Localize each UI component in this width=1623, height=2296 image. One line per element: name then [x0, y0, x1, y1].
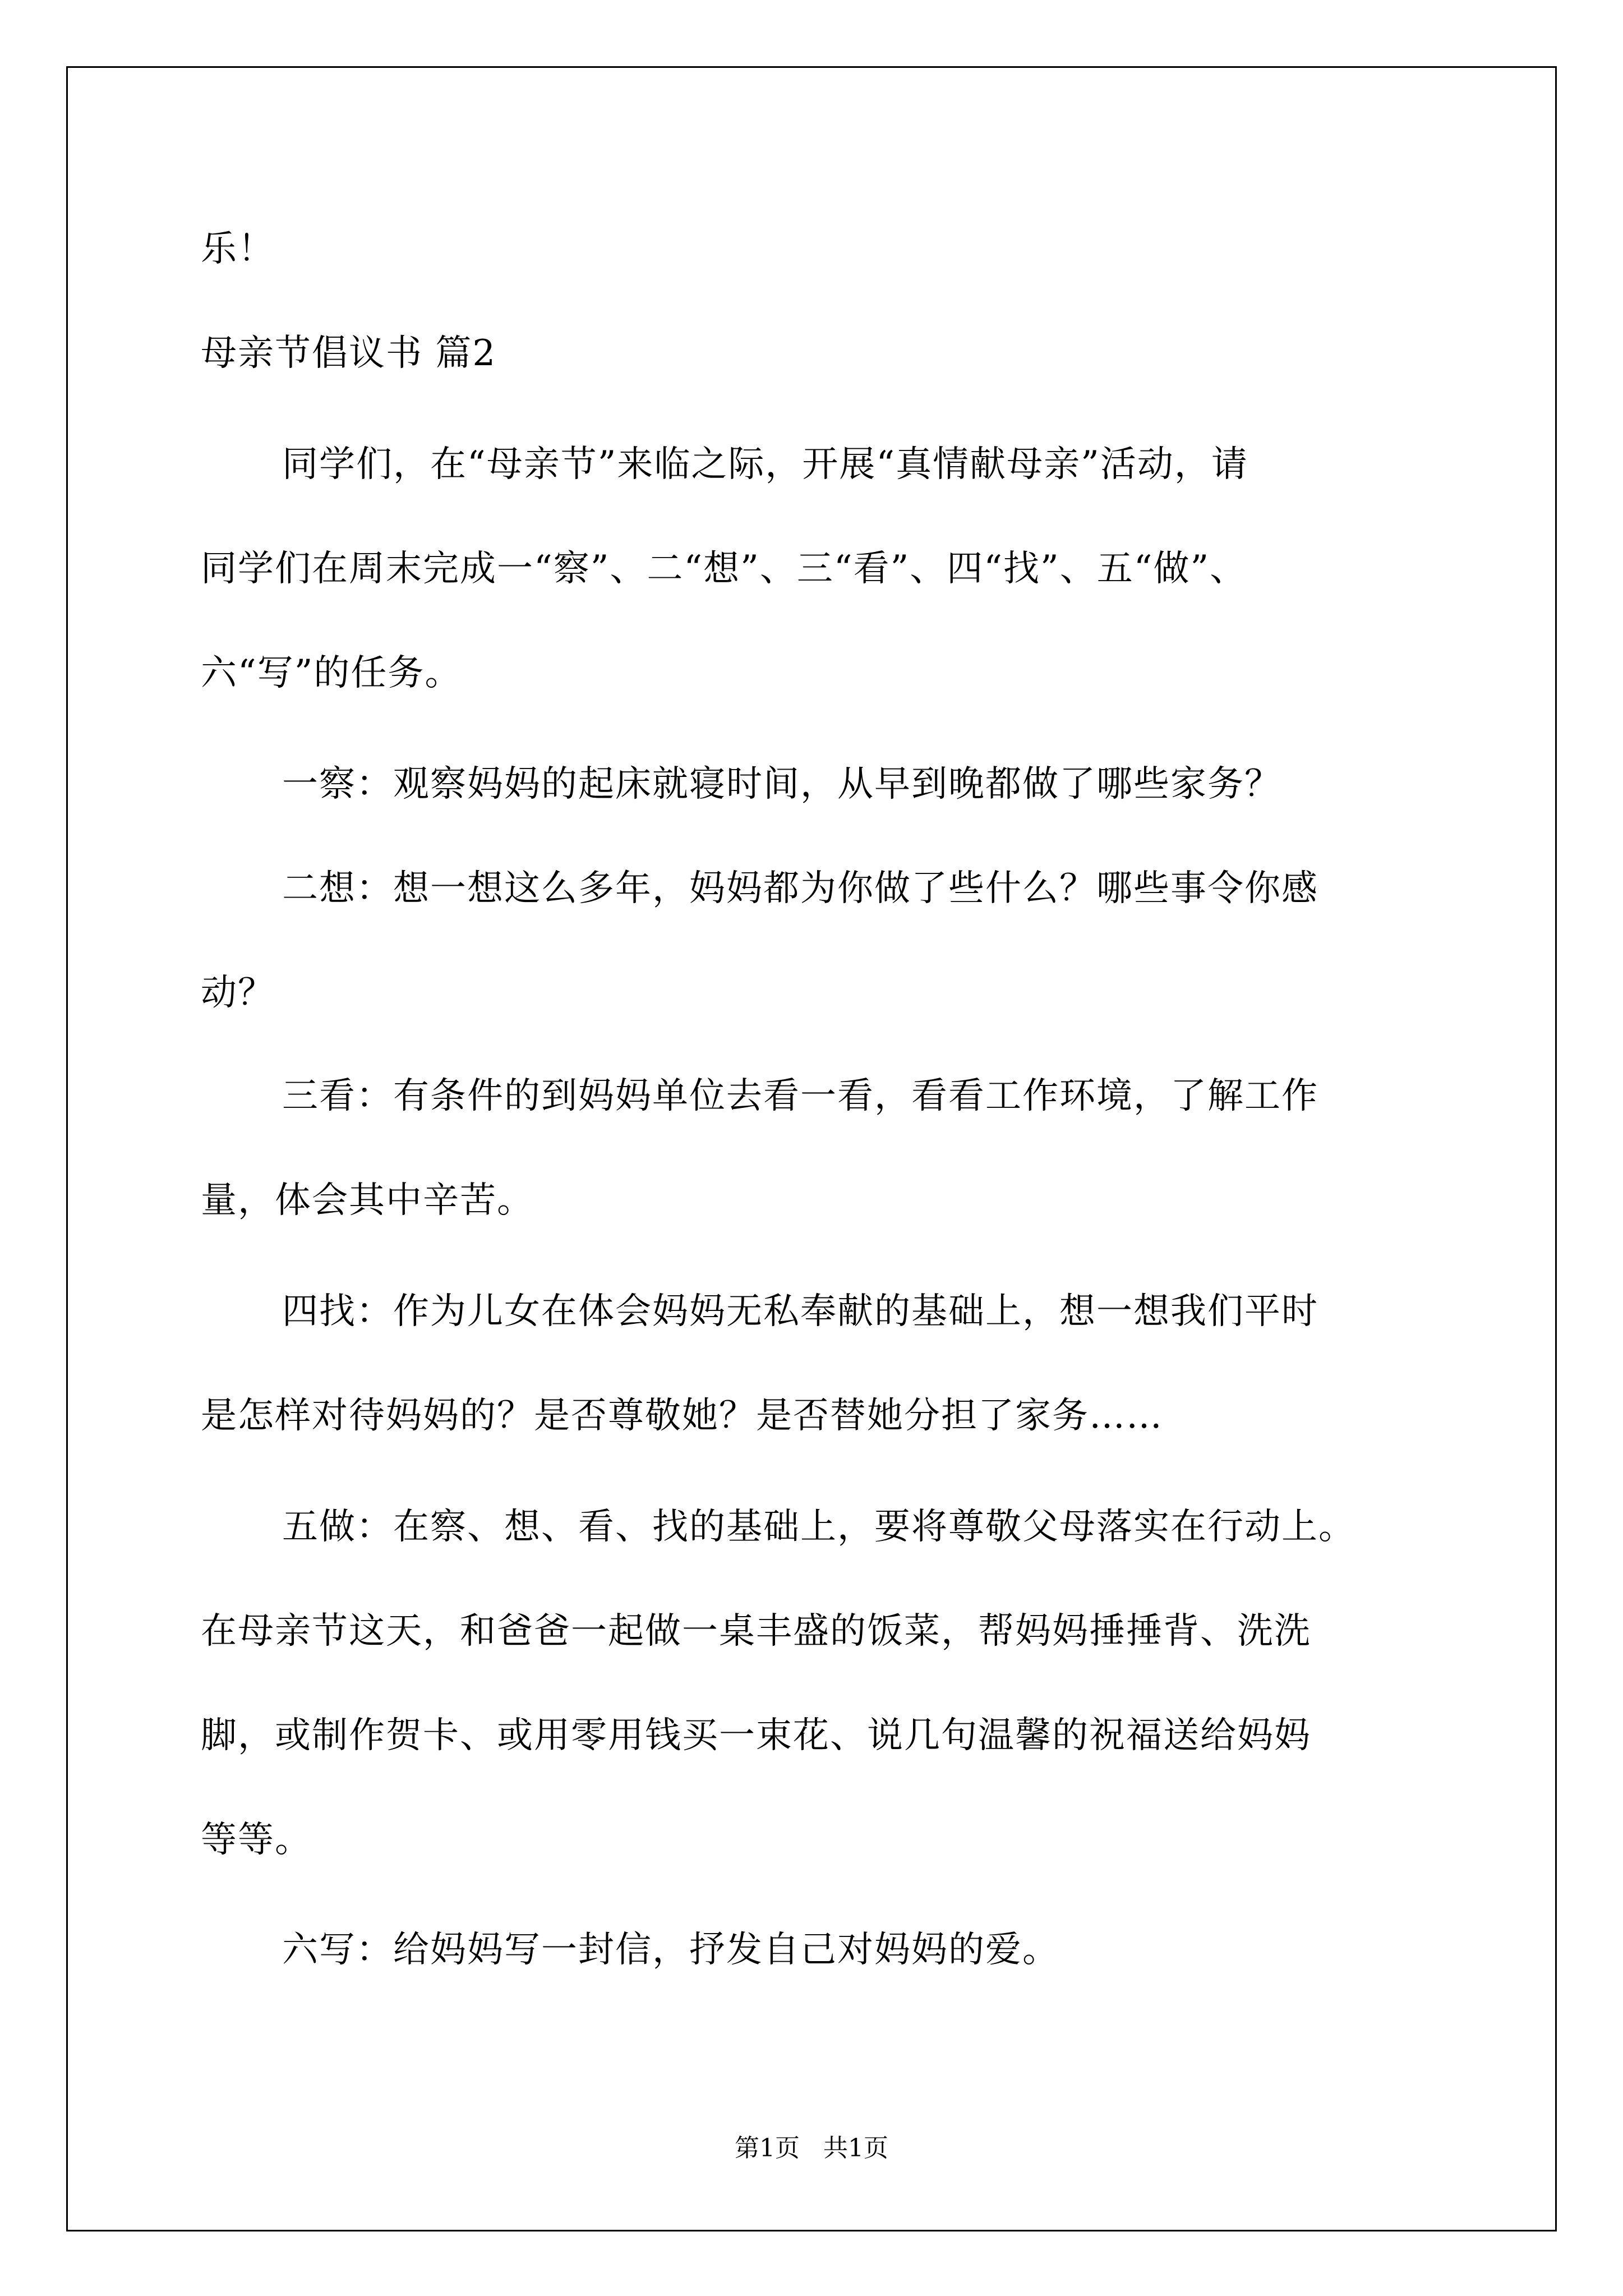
body-text-line: 三看：有条件的到妈妈单位去看一看，看看工作环境，了解工作: [282, 1075, 1318, 1117]
body-text-line: 六写：给妈妈写一封信，抒发自己对妈妈的爱。: [282, 1929, 1059, 1971]
body-text-line: 六“写”的任务。: [201, 652, 462, 694]
body-text-line: 同学们在周末完成一“察”、二“想”、三“看”、四“找”、五“做”、: [201, 548, 1247, 590]
body-text-line: 五做：在察、想、看、找的基础上，要将尊敬父母落实在行动上。: [282, 1506, 1355, 1548]
body-text-line: 在母亲节这天，和爸爸一起做一桌丰盛的饭菜，帮妈妈捶捶背、洗洗: [201, 1611, 1311, 1652]
page-border: [66, 66, 1557, 2231]
body-text-line: 动？: [201, 972, 275, 1014]
body-text-line: 四找：作为儿女在体会妈妈无私奉献的基础上，想一想我们平时: [282, 1291, 1318, 1332]
page-footer: 第1页 共1页: [735, 2134, 888, 2162]
body-text-line: 等等。: [201, 1819, 312, 1861]
body-text-line: 同学们，在“母亲节”来临之际，开展“真情献母亲”活动，请: [282, 444, 1248, 485]
body-text-line: 脚，或制作贺卡、或用零用钱买一束花、说几句温馨的祝福送给妈妈: [201, 1715, 1311, 1756]
section-heading: 母亲节倡议书 篇2: [201, 333, 497, 374]
body-text-line: 一察：观察妈妈的起床就寝时间，从早到晚都做了哪些家务？: [282, 763, 1281, 805]
body-text-line: 乐！: [201, 228, 275, 270]
body-text-line: 是怎样对待妈妈的？是否尊敬她？是否替她分担了家务……: [201, 1395, 1163, 1437]
body-text-line: 二想：想一想这么多年，妈妈都为你做了些什么？哪些事令你感: [282, 868, 1318, 909]
body-text-line: 量，体会其中辛苦。: [201, 1180, 534, 1221]
